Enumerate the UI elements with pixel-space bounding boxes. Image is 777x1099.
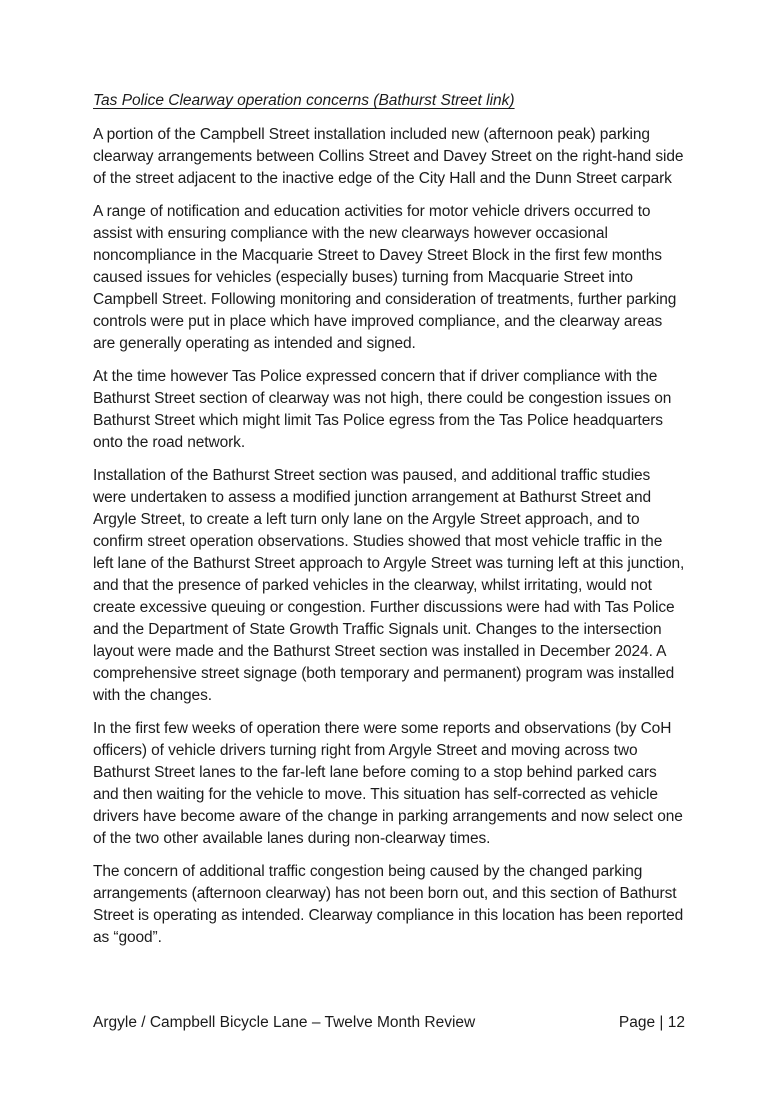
section-heading: Tas Police Clearway operation concerns (Bathurst Street link) (93, 92, 515, 109)
footer-page-number: Page | 12 (618, 1014, 685, 1031)
page-content (93, 90, 685, 960)
paragraph-6: The concern of additional traffic congestion being caused by the changed parking arrangements (afternoon clearway) has not been born out, and this section of Bathurst Street is operating as intended. Clearway compliance in this location has been reported as “good”. (93, 863, 684, 946)
footer-document-title: Argyle / Campbell Bicycle Lane – Twelve Month Review (93, 1014, 476, 1031)
paragraph-1: A portion of the Campbell Street installation included new (afternoon peak) parking clearway arrangements between Collins Street and Davey Street on the right-hand side of the street adjacent to the inactive edge of the City Hall and the Dunn Street carpark (93, 126, 684, 187)
paragraph-4: Installation of the Bathurst Street section was paused, and additional traffic studies were undertaken to assess a modified junction arrangement at Bathurst Street and Argyle Street, to create a left turn only lane on the Argyle Street approach, and to confirm street operation observations. Studies showed that most vehicle traffic in the left lane of the Bathurst Street approach to Argyle Street was turning left at this junction, and that the presence of parked vehicles in the clearway, whilst irritating, would not create excessive queuing or congestion. Further discussions were had with Tas Police and the Department of State Growth Traffic Signals unit. Changes to the intersection layout were made and the Bathurst Street section was installed in December 2024. A comprehensive street signage (both temporary and permanent) program was installed with the changes. (93, 467, 685, 704)
paragraph-3: At the time however Tas Police expressed concern that if driver compliance with the Bathurst Street section of clearway was not high, there could be congestion issues on Bathurst Street which might limit Tas Police egress from the Tas Police headquarters onto the road network. (93, 368, 672, 451)
paragraph-5: In the first few weeks of operation there were some reports and observations (by CoH officers) of vehicle drivers turning right from Argyle Street and moving across two Bathurst Street lanes to the far-left lane before coming to a stop behind parked cars and then waiting for the vehicle to move. This situation has self-corrected as vehicle drivers have become aware of the change in parking arrangements and now select one of the two other available lanes during non-clearway times. (93, 720, 683, 847)
page-footer (93, 1012, 685, 1034)
paragraph-2: A range of notification and education activities for motor vehicle drivers occurred to assist with ensuring compliance with the new clearways however occasional noncompliance in the Macquarie Street to Davey Street Block in the first few months caused issues for vehicles (especially buses) turning from Macquarie Street into Campbell Street. Following monitoring and consideration of treatments, further parking controls were put in place which have improved compliance, and the clearway areas are generally operating as intended and signed. (93, 203, 677, 352)
